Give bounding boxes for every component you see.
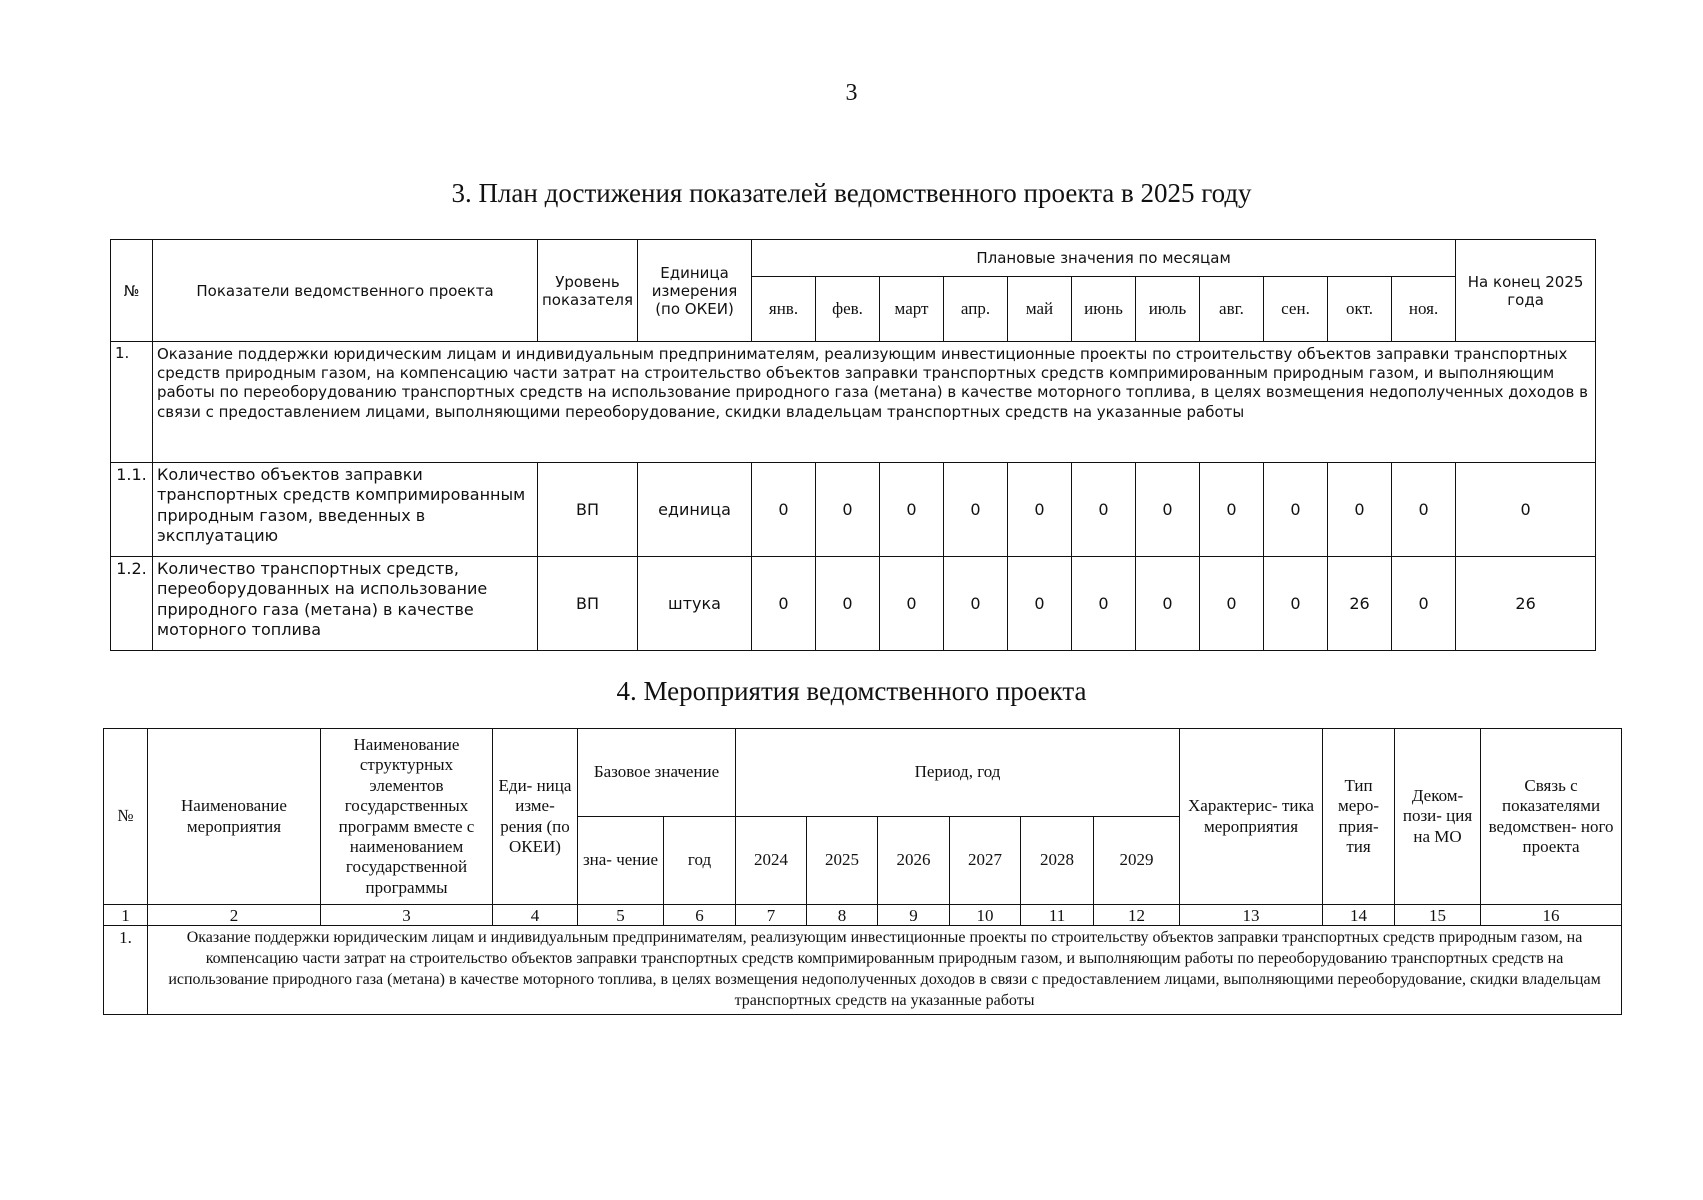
header-year: 2024: [736, 817, 807, 905]
row-month-value: 0: [1200, 557, 1264, 651]
header-month: фев.: [816, 277, 880, 342]
section-no: 1.: [111, 342, 153, 463]
header-month: ноя.: [1392, 277, 1456, 342]
header-year: 2029: [1094, 817, 1180, 905]
row-no: 1.2.: [111, 557, 153, 651]
header-year: 2028: [1021, 817, 1094, 905]
header-month: июнь: [1072, 277, 1136, 342]
header-activity-type: Тип меро- прия- тия: [1323, 729, 1395, 905]
project-activities-table: [103, 728, 1622, 1015]
column-index: 11: [1021, 905, 1094, 926]
column-index: 16: [1481, 905, 1622, 926]
row-month-value: 0: [1264, 463, 1328, 557]
project-activities-title: 4. Мероприятия ведомственного проекта: [616, 676, 1087, 706]
row-level: ВП: [538, 463, 638, 557]
row-month-value: 0: [880, 463, 944, 557]
column-index: 8: [807, 905, 878, 926]
header-indicator-link: Связь с показателями ведомствен- ного проекта: [1481, 729, 1622, 905]
row-month-value: 0: [944, 463, 1008, 557]
header-base-value: Базовое значение: [578, 729, 736, 817]
header-year: 2026: [878, 817, 950, 905]
table-row: [111, 463, 1596, 557]
header-no: №: [104, 729, 148, 905]
section-no: 1.: [104, 926, 148, 1015]
row-month-value: 0: [1392, 557, 1456, 651]
row-month-value: 0: [1200, 463, 1264, 557]
page-number: 3: [845, 80, 858, 106]
header-month: июль: [1136, 277, 1200, 342]
header-month: май: [1008, 277, 1072, 342]
row-month-value: 0: [880, 557, 944, 651]
column-index: 2: [148, 905, 321, 926]
header-month: янв.: [752, 277, 816, 342]
row-month-value: 0: [1008, 463, 1072, 557]
column-index: 9: [878, 905, 950, 926]
indicators-plan-title: 3. План достижения показателей ведомственного проекта в 2025 году: [451, 178, 1252, 208]
column-index: 13: [1180, 905, 1323, 926]
header-structural-elements: Наименование структурных элементов государственных программ вместе с наименованием государственной программы: [321, 729, 493, 905]
header-month: авг.: [1200, 277, 1264, 342]
row-month-value: 0: [1328, 463, 1392, 557]
row-month-value: 0: [1136, 463, 1200, 557]
row-unit: штука: [638, 557, 752, 651]
header-unit: Еди- ница изме- рения (по ОКЕИ): [493, 729, 578, 905]
header-end-of-year: На конец 2025 года: [1456, 240, 1596, 342]
row-end-value: 26: [1456, 557, 1596, 651]
column-index: 4: [493, 905, 578, 926]
row-month-value: 0: [1008, 557, 1072, 651]
row-month-value: 0: [1136, 557, 1200, 651]
header-activity-name: Наименование мероприятия: [148, 729, 321, 905]
header-decomposition: Деком- пози- ция на МО: [1395, 729, 1481, 905]
table-row: [111, 557, 1596, 651]
header-characteristic: Характерис- тика мероприятия: [1180, 729, 1323, 905]
column-index: 14: [1323, 905, 1395, 926]
header-monthly: Плановые значения по месяцам: [752, 240, 1456, 277]
column-index: 15: [1395, 905, 1481, 926]
header-unit: Единица измерения (по ОКЕИ): [638, 240, 752, 342]
row-month-value: 0: [1072, 463, 1136, 557]
row-indicator-name: Количество транспортных средств, переоборудованных на использование природного газа (метана) в качестве моторного топлива: [153, 557, 538, 651]
column-index: 1: [104, 905, 148, 926]
section-text: Оказание поддержки юридическим лицам и индивидуальным предпринимателям, реализующим инвестиционные проекты по строительству объектов заправки транспортных средств природным газом, на компенсацию части затрат на строительство объектов заправки транспортных средств компримированным природным газом, и выполняющим работы по переоборудованию транспортных средств на использование природного газа (метана) в качестве моторного топлива, в целях возмещения недополученных доходов в связи с предоставлением лицами, выполняющими переоборудование, скидки владельцам транспортных средств на указанные работы: [153, 342, 1596, 463]
row-end-value: 0: [1456, 463, 1596, 557]
header-month: окт.: [1328, 277, 1392, 342]
header-no: №: [111, 240, 153, 342]
column-index: 10: [950, 905, 1021, 926]
row-month-value: 0: [1392, 463, 1456, 557]
row-level: ВП: [538, 557, 638, 651]
header-period: Период, год: [736, 729, 1180, 817]
header-indicator: Показатели ведомственного проекта: [153, 240, 538, 342]
column-index: 6: [664, 905, 736, 926]
header-month: сен.: [1264, 277, 1328, 342]
row-month-value: 26: [1328, 557, 1392, 651]
row-indicator-name: Количество объектов заправки транспортных средств компримированным природным газом, введенных в эксплуатацию: [153, 463, 538, 557]
row-month-value: 0: [1072, 557, 1136, 651]
header-month: апр.: [944, 277, 1008, 342]
header-year: 2027: [950, 817, 1021, 905]
header-base-value-amount: зна- чение: [578, 817, 664, 905]
column-index: 7: [736, 905, 807, 926]
indicators-plan-table: [110, 239, 1596, 651]
column-index: 12: [1094, 905, 1180, 926]
section-text: Оказание поддержки юридическим лицам и индивидуальным предпринимателям, реализующим инвестиционные проекты по строительству объектов заправки транспортных средств природным газом, на компенсацию части затрат на строительство объектов заправки транспортных средств компримированным природным газом, и выполняющим работы по переоборудованию транспортных средств на использование природного газа (метана) в качестве моторного топлива, в целях возмещения недополученных доходов в связи с предоставлением лицами, выполняющими переоборудование, скидки владельцам транспортных средств на указанные работы: [148, 926, 1622, 1015]
row-month-value: 0: [816, 557, 880, 651]
row-month-value: 0: [752, 557, 816, 651]
row-month-value: 0: [944, 557, 1008, 651]
header-month: март: [880, 277, 944, 342]
column-index: 3: [321, 905, 493, 926]
row-unit: единица: [638, 463, 752, 557]
header-base-year: год: [664, 817, 736, 905]
header-year: 2025: [807, 817, 878, 905]
column-index: 5: [578, 905, 664, 926]
row-month-value: 0: [752, 463, 816, 557]
row-month-value: 0: [816, 463, 880, 557]
row-month-value: 0: [1264, 557, 1328, 651]
row-no: 1.1.: [111, 463, 153, 557]
header-level: Уровень показателя: [538, 240, 638, 342]
